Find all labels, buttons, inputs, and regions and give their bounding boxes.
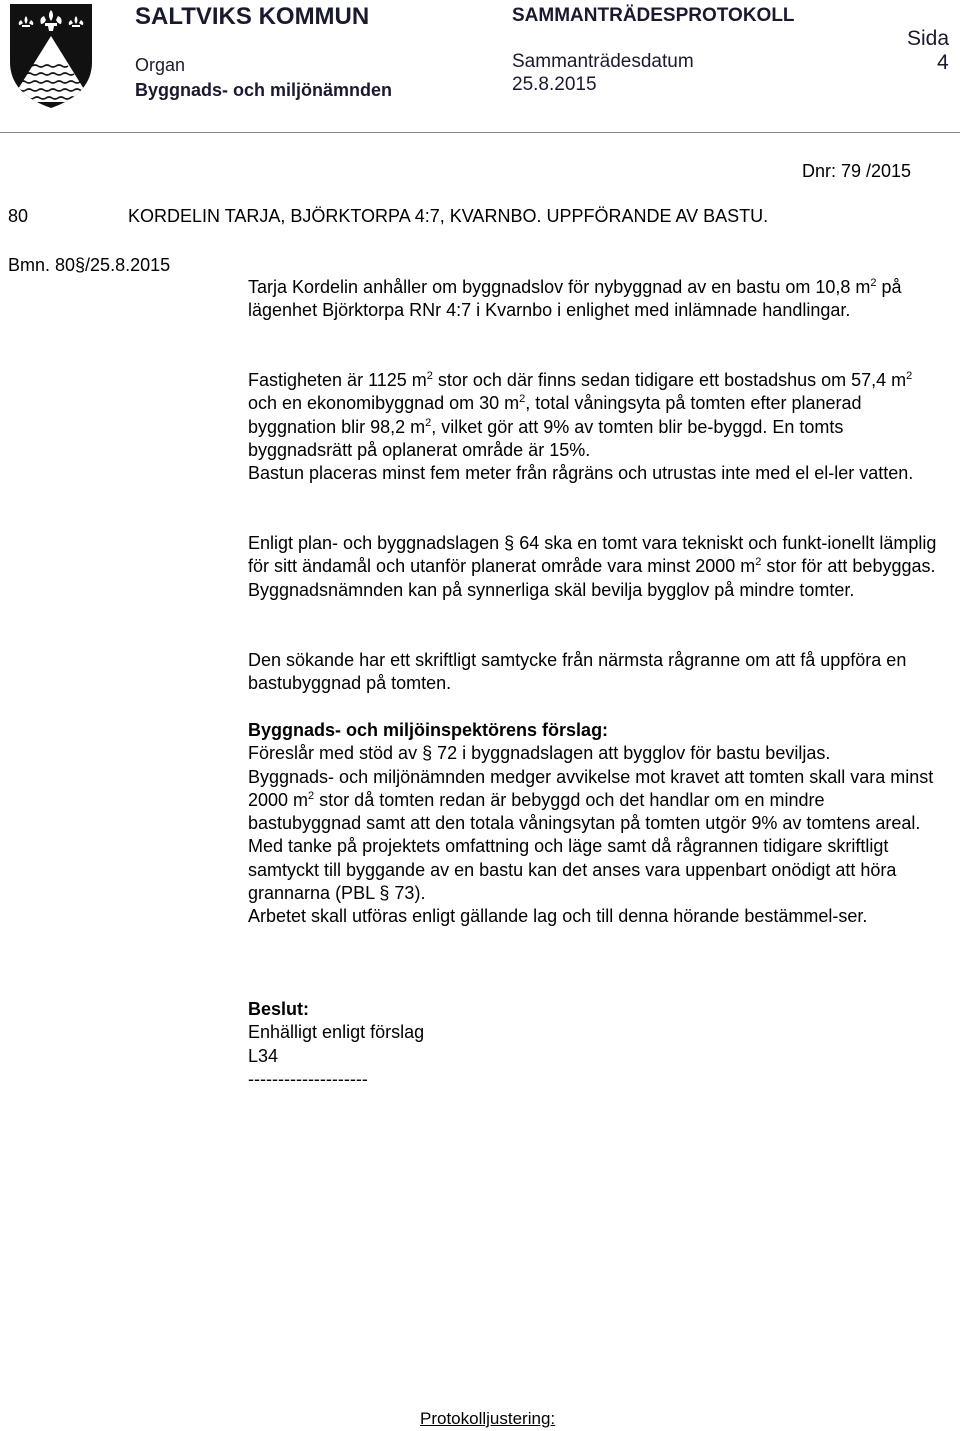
proposal-line-1: Föreslår med stöd av § 72 i byggnadslagen att bygglov för bastu beviljas. bbox=[248, 743, 831, 764]
header-divider bbox=[0, 132, 960, 133]
decision-text: Enhälligt enligt förslag bbox=[248, 1022, 425, 1043]
paragraph-consent: Den sökande har ett skriftligt samtycke från närmsta rågranne om att få uppföra en bastubyggnad på tomten. bbox=[248, 650, 907, 694]
paragraph-application: Tarja Kordelin anhåller om byggnadslov för nybyggnad av en bastu om 10,8 $m^2$ på lägenhet Björktorpa RNr 4:7 i Kvarnbo i enlighet med inlämnade handlingar. bbox=[248, 277, 902, 321]
proposal-line-2: Byggnads- och miljönämnden medger avvikelse mot kravet att tomten skall vara minst 2000 $m^2$ stor då tomten redan är bebyggd och det handlar om en mindre bastubyggnad samt att den totala våningsytan på tomten utgör 9% av tomtens areal. bbox=[248, 766, 934, 834]
diary-number: Dnr: 79 /2015 bbox=[802, 161, 912, 181]
decision-heading: Beslut: bbox=[248, 999, 310, 1019]
section-number: 80 bbox=[8, 206, 29, 226]
meeting-date-value: 25.8.2015 bbox=[512, 74, 597, 95]
proposal-line-4: Arbetet skall utföras enligt gällande lag och till denna hörande bestämmel-ser. bbox=[248, 906, 868, 927]
decision-section bbox=[248, 998, 938, 1091]
section-reference: Bmn. 80§/25.8.2015 bbox=[8, 255, 171, 275]
proposal-heading: Byggnads- och miljöinspektörens förslag: bbox=[248, 720, 609, 740]
decision-code: L34 bbox=[248, 1045, 279, 1066]
paragraph-sauna-placement: Bastun placeras minst fem meter från rågräns och utrustas inte med el el-ler vatten. bbox=[248, 463, 914, 484]
minutes-verification-label: Protokolljustering: bbox=[420, 1409, 556, 1428]
decision-separator: -------------------- bbox=[248, 1068, 368, 1089]
organ-value: Byggnads- och miljönämnden bbox=[135, 80, 393, 100]
organ-label: Organ bbox=[135, 55, 186, 75]
document-type: SAMMANTRÄDESPROTOKOLL bbox=[512, 5, 795, 26]
section-title: KORDELIN TARJA, BJÖRKTORPA 4:7, KVARNBO. UPPFÖRANDE AV BASTU. bbox=[128, 206, 769, 226]
page-label: Sida bbox=[907, 27, 950, 50]
coat-of-arms-icon bbox=[8, 2, 94, 110]
page-number: 4 bbox=[937, 51, 949, 74]
proposal-section bbox=[248, 719, 938, 929]
proposal-line-3: Med tanke på projektets omfattning och läge samt då rågrannen tidigare skriftligt samtyckt till byggande av en bastu kan det anses vara uppenbart onödigt att höra grannarna (PBL § 73). bbox=[248, 836, 897, 904]
paragraph-property: Fastigheten är 1125 $m^2$ stor och där finns sedan tidigare ett bostadshus om 57,4 $m^2$ och en ekonomibyggnad om 30 $m^2$, total våningsyta på tomten efter planerad byggnation blir 98,2 $m^2$, vilket gör att 9% av tomten blir be-byggd. En tomts byggnadsrätt på oplanerat område är 15%. Bastun placeras minst fem meter från rågräns och utrustas inte med el el-ler vatten. bbox=[248, 369, 938, 485]
municipality-name: SALTVIKS KOMMUN bbox=[135, 3, 370, 30]
meeting-date-label: Sammanträdesdatum bbox=[512, 51, 694, 72]
paragraph-law: Enligt plan- och byggnadslagen § 64 ska en tomt vara tekniskt och funkt-ionellt lämplig för sitt ändamål och utanför planerat område vara minst 2000 $m^2$ stor för att bebyggas. Byggnadsnämnden kan på synnerliga skäl bevilja bygglov på mindre tomter. bbox=[248, 533, 937, 600]
